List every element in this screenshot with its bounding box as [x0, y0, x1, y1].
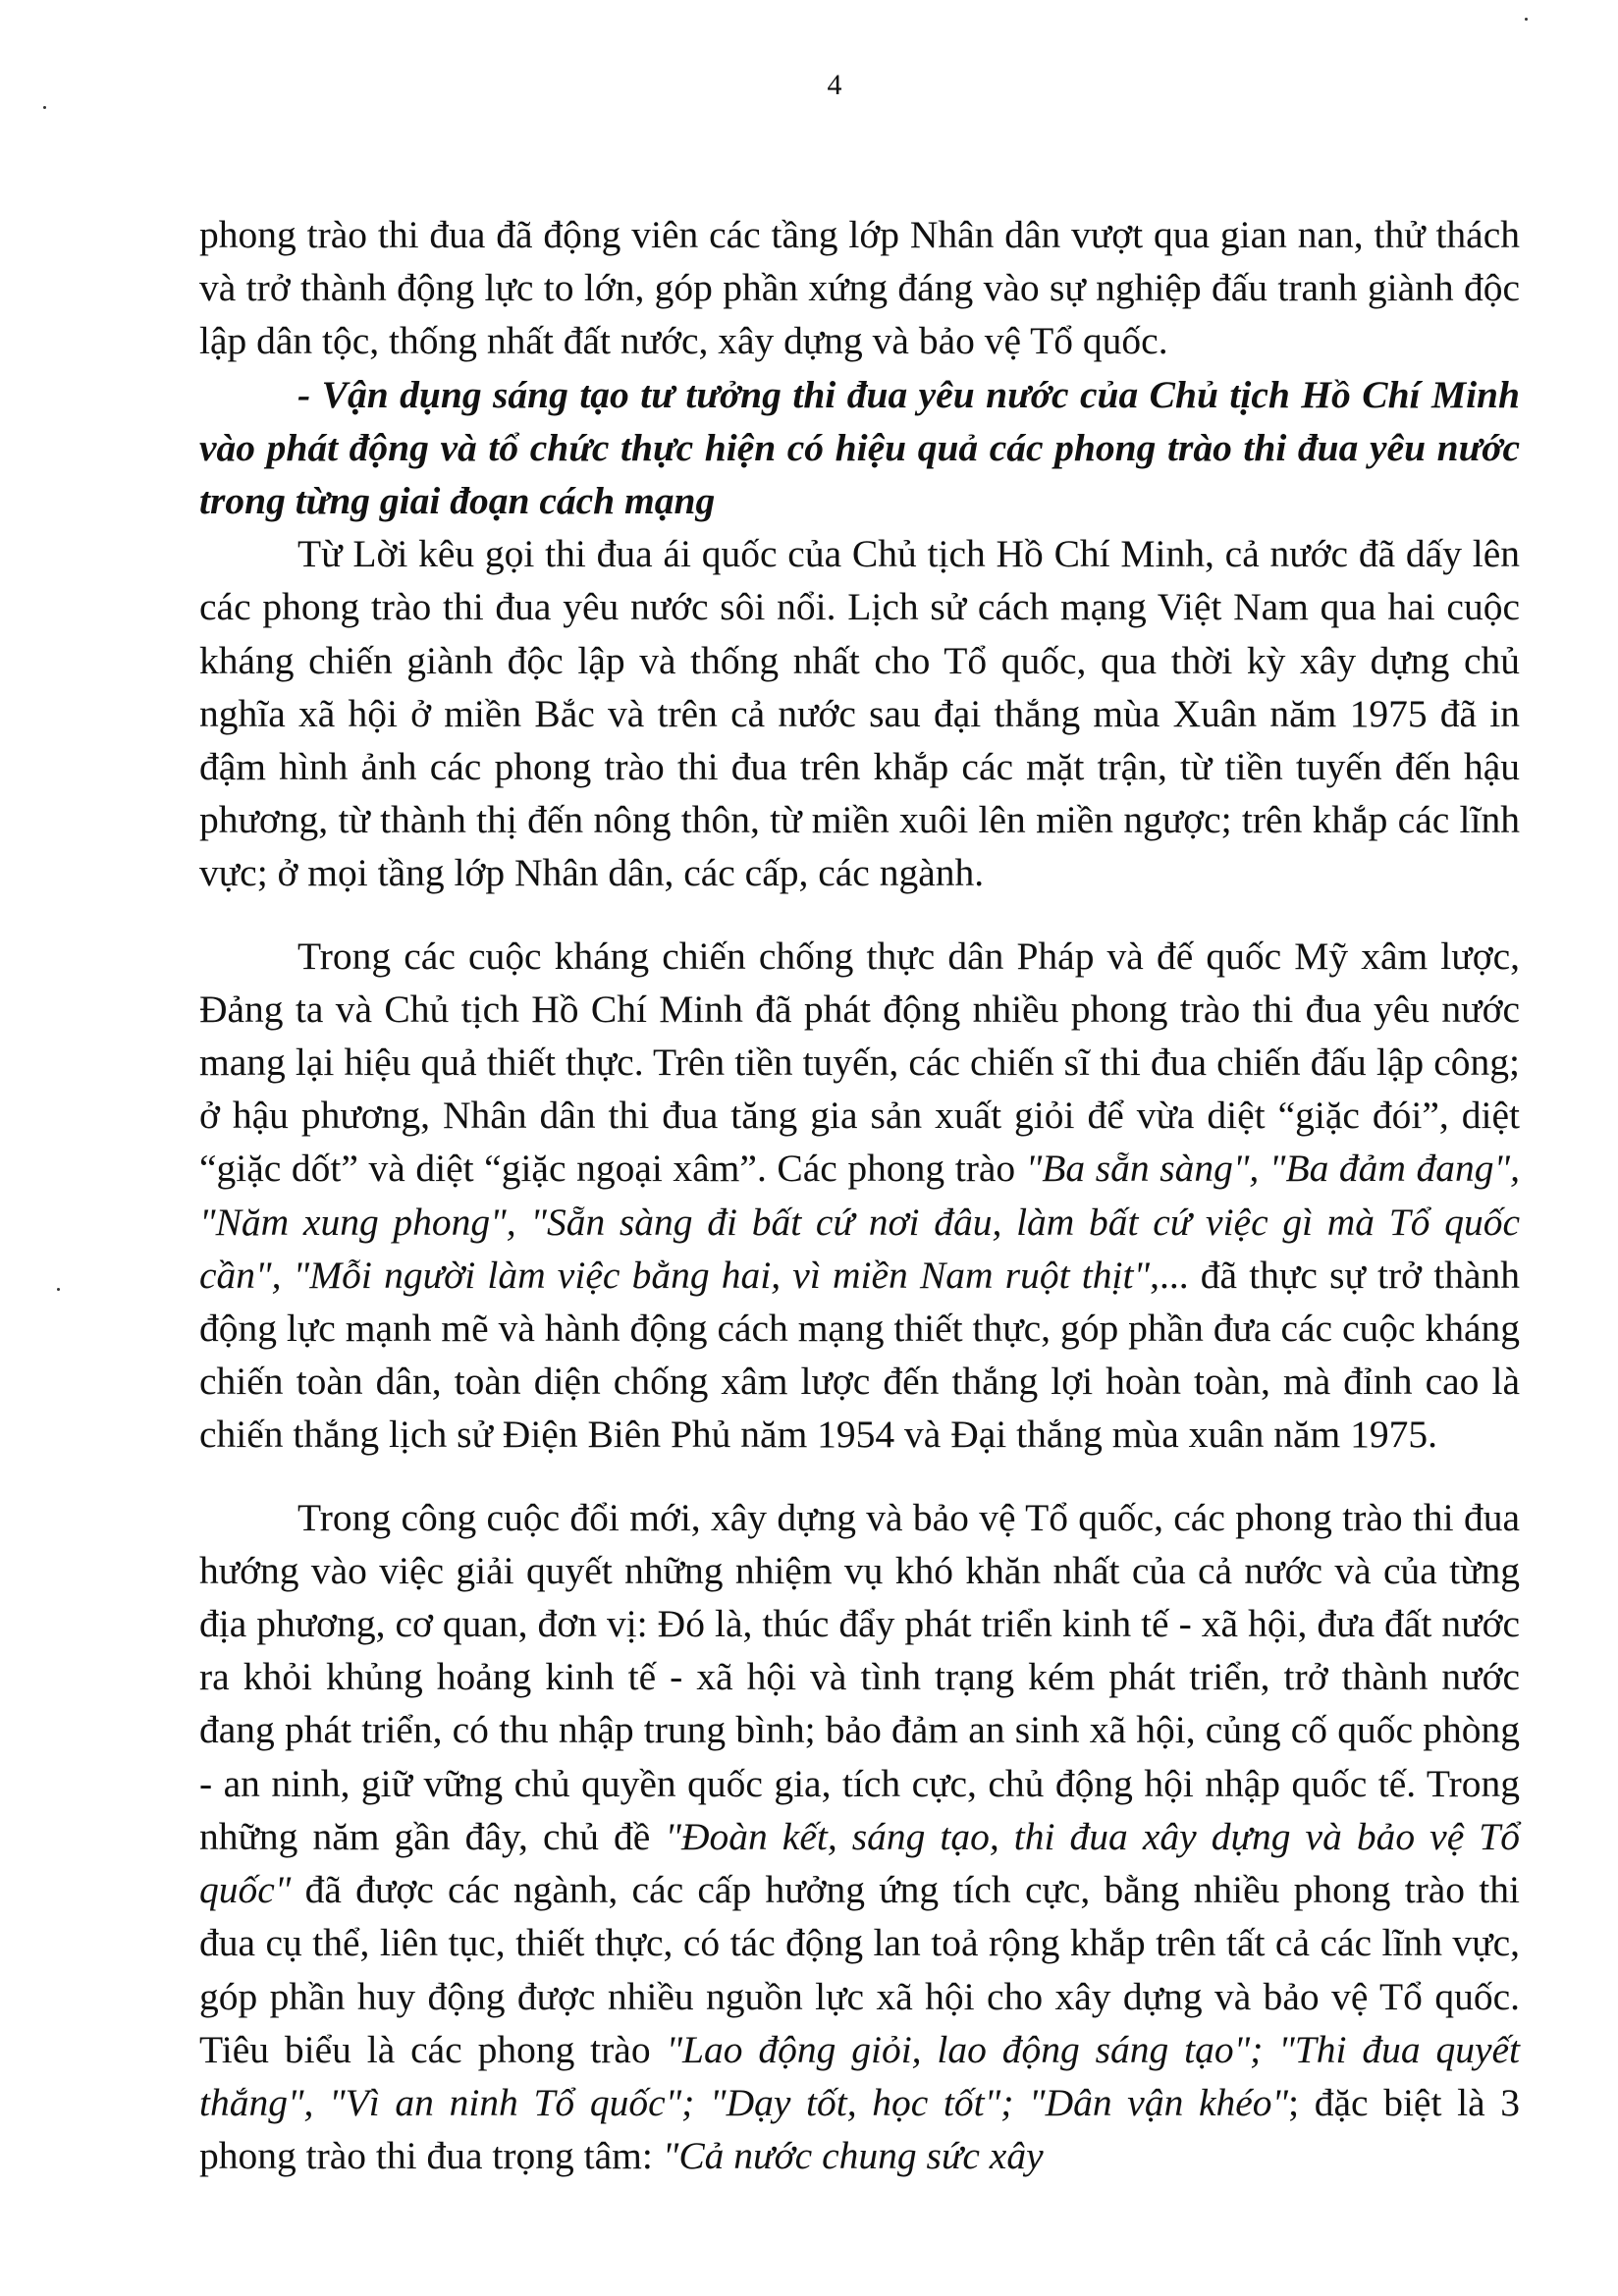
paragraph-4-key-movement: "Cả nước chung sức xây — [662, 2134, 1044, 2178]
scan-speck — [57, 1288, 60, 1291]
intro-paragraph: phong trào thi đua đã động viên các tầng lớp Nhân dân vượt qua gian nan, thử thách và trở thành động lực to lớn, góp phần xứng đáng vào sự nghiệp đấu tranh giành độc lập dân tộc, thống nhất đất nước, xây dựng và bảo vệ Tổ quốc. — [199, 213, 1520, 363]
paragraph-3 — [199, 930, 1520, 1462]
paragraph-4-text-3: ; đặc biệt là 3 phong trào thi đua trọng tâm: — [199, 2080, 1520, 2178]
paragraph-3-movement-names: "Ba sẵn sàng", "Ba đảm đang", "Năm xung phong", "Sẵn sàng đi bất cứ nơi đâu, làm bất cứ việc gì mà Tổ quốc cần", "Mỗi người làm việc bằng hai, vì miền Nam ruột thịt" — [199, 1147, 1520, 1297]
document-body — [199, 208, 1520, 2182]
paragraph-4-theme-quote: "Đoàn kết, sáng tạo, thi đua xây dựng và bảo vệ Tổ quốc" — [199, 1814, 1520, 1912]
page-number: 4 — [827, 69, 842, 101]
paragraph-3-text-1: Trong các cuộc kháng chiến chống thực dân Pháp và đế quốc Mỹ xâm lược, Đảng ta và Chủ tịch Hồ Chí Minh đã phát động nhiều phong trào thi đua yêu nước mang lại hiệu quả thiết thực. Trên tiền tuyến, các chiến sĩ thi đua chiến đấu lập công; ở hậu phương, Nhân dân thi đua tăng gia sản xuất giỏi để vừa diệt “giặc đói”, diệt “giặc dốt” và diệt “giặc ngoại xâm”. Các phong trào — [199, 934, 1520, 1191]
paragraph-4 — [199, 1491, 1520, 2183]
paragraph-4-text-1: Trong công cuộc đổi mới, xây dựng và bảo vệ Tổ quốc, các phong trào thi đua hướng vào việc giải quyết những nhiệm vụ khó khăn nhất của cả nước và của từng địa phương, cơ quan, đơn vị: Đó là, thúc đẩy phát triển kinh tế - xã hội, đưa đất nước ra khỏi khủng hoảng kinh tế - xã hội và tình trạng kém phát triển, trở thành nước đang phát triển, có thu nhập trung bình; bảo đảm an sinh xã hội, củng cố quốc phòng - an ninh, giữ vững chủ quyền quốc gia, tích cực, chủ động hội nhập quốc tế. Trong những năm gần đây, chủ đề — [199, 1495, 1520, 1858]
scan-speck — [1525, 18, 1528, 21]
paragraph-2: Từ Lời kêu gọi thi đua ái quốc của Chủ tịch Hồ Chí Minh, cả nước đã dấy lên các phong trào thi đua yêu nước sôi nổi. Lịch sử cách mạng Việt Nam qua hai cuộc kháng chiến giành độc lập và thống nhất cho Tổ quốc, qua thời kỳ xây dựng chủ nghĩa xã hội ở miền Bắc và trên cả nước sau đại thắng mùa Xuân năm 1975 đã in đậm hình ảnh các phong trào thi đua trên khắp các mặt trận, từ tiền tuyến đến hậu phương, từ thành thị đến nông thôn, từ miền xuôi lên miền ngược; trên khắp các lĩnh vực; ở mọi tầng lớp Nhân dân, các cấp, các ngành. — [199, 532, 1520, 895]
paragraph-3-text-2: ,... đã thực sự trở thành động lực mạnh mẽ và hành động cách mạng thiết thực, góp phần đưa các cuộc kháng chiến toàn dân, toàn diện chống xâm lược đến thắng lợi hoàn toàn, mà đỉnh cao là chiến thắng lịch sử Điện Biên Phủ năm 1954 và Đại thắng mùa xuân năm 1975. — [199, 1253, 1520, 1457]
section-heading: - Vận dụng sáng tạo tư tưởng thi đua yêu nước của Chủ tịch Hồ Chí Minh vào phát động và tổ chức thực hiện có hiệu quả các phong trào thi đua yêu nước trong từng giai đoạn cách mạng — [199, 372, 1520, 523]
paragraph-4-text-2: đã được các ngành, các cấp hưởng ứng tích cực, bằng nhiều phong trào thi đua cụ thể, liên tục, thiết thực, có tác động lan toả rộng khắp trên tất cả các lĩnh vực, góp phần huy động được nhiều nguồn lực xã hội cho xây dựng và bảo vệ Tổ quốc. Tiêu biểu là các phong trào — [199, 1868, 1520, 2071]
scan-speck — [43, 106, 46, 109]
paragraph-4-movement-names: "Lao động giỏi, lao động sáng tạo"; "Thi đua quyết thắng", "Vì an ninh Tổ quốc"; "Dạy tốt, học tốt"; "Dân vận khéo" — [199, 2027, 1520, 2124]
